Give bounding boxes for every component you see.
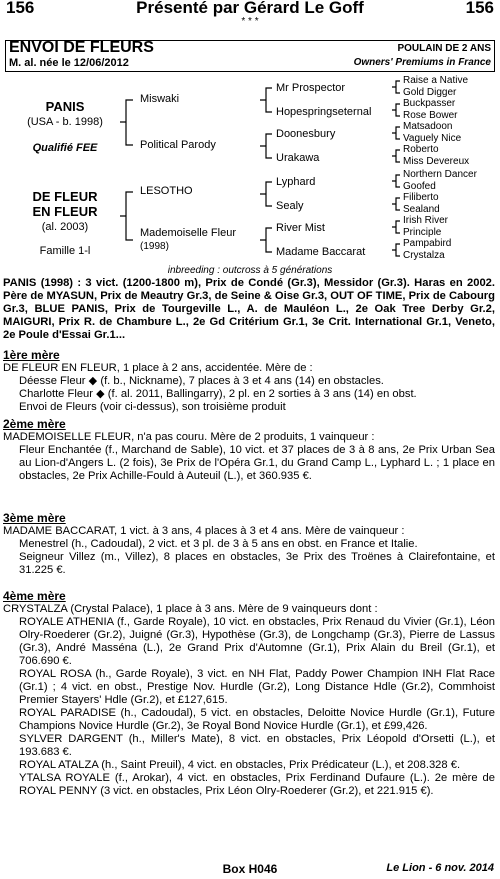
- dam-name-line2: EN FLEUR: [32, 204, 98, 219]
- third-dam-line: MADAME BACCARAT, 1 vict. à 3 ans, 4 places à 3 et 4 ans. Mère de vainqueur :: [3, 525, 405, 537]
- fourth-dam-line: CRYSTALZA (Crystal Palace), 1 place à 3 ans. Mère de 9 vainqueurs dont :: [3, 603, 378, 615]
- horse-birth: M. al. née le 12/06/2012: [9, 57, 129, 69]
- first-dam-line: Envoi de Fleurs (voir ci-dessus), son troisième produit: [19, 401, 286, 413]
- fourth-dam-line: ROYAL ATALZA (h., Saint Preuil), 4 vict. en obstacles, Prix Prédicateur (L.), et 208.328 €.: [19, 759, 461, 771]
- pedigree-g2-4: (1998): [140, 241, 169, 252]
- pedigree-g4-11: Sealand: [403, 204, 440, 215]
- second-dam-section: [3, 418, 495, 483]
- sire-paragraph: PANIS (1998) : 3 vict. (1200-1800 m), Prix de Condé (Gr.3), Messidor (Gr.3). Haras en 2002. Père de MYASUN, Prix de Meautry Gr.3, de Seine & Oise Gr.3, OUT OF TIME, Prix de Cabourg Gr.3, BLUE PANIS, Prix de Tourgeville L., A. de Mauléon L., 2e Oak Tree Derby Gr.2, MAIGURI, Prix R. de Chambure L., 2e Gd Critérium Gr.1, 3e Crit. International Gr.1, Veneto, 2e Poule d'Essai Gr.1...: [3, 277, 495, 341]
- pedigree-g4-3: Rose Bower: [403, 110, 458, 121]
- second-dam-line: Fleur Enchantée (f., Marchand de Sable), 10 vict. et 37 places de 3 à 8 ans, 2e Prix Urban Sea au Lion-d'Angers L. (2 fois), 3e Prix de l'Opéra Gr.1, du Grand Camp L., Lyphard L. ; 1 place en obstacles, 2e Prix Achille-Fould à Auteuil (L.), et 360.935 €.: [19, 444, 495, 482]
- fourth-dam-line: SYLVER DARGENT (h., Miller's Mate), 8 vict. en obstacles, Prix Léopold d'Orsetti (L.), et 193.683 €.: [19, 733, 495, 758]
- inbreeding-note: inbreeding : outcross à 5 générations: [167, 265, 333, 276]
- owners-premiums: Owners' Premiums in France: [353, 57, 491, 68]
- lot-number-right: 156: [465, 0, 494, 17]
- pedigree-g2-3: Mademoiselle Fleur: [140, 227, 236, 239]
- pedigree-g4-2: Buckpasser: [403, 98, 456, 109]
- third-dam-section: [3, 512, 495, 577]
- pedigree-g4-12: Irish River: [403, 215, 449, 226]
- pedigree-g4-15: Crystalza: [403, 250, 445, 261]
- lot-number-left: 156: [6, 0, 35, 17]
- pedigree-g3-2: Doonesbury: [276, 128, 336, 140]
- first-dam-line: Charlotte Fleur ◆ (f. al. 2011, Ballingarry), 2 pl. en 2 sorties à 3 ans (14) en obst.: [19, 388, 417, 400]
- pedigree-g3-6: River Mist: [276, 222, 325, 234]
- fourth-dam-title: 4ème mère: [3, 589, 66, 603]
- pedigree-g3-1: Hopespringseternal: [276, 106, 372, 118]
- header-stars: * * *: [241, 16, 259, 27]
- pedigree-g3-3: Urakawa: [276, 152, 320, 164]
- pedigree-g3-0: Mr Prospector: [276, 82, 346, 94]
- pedigree-g4-7: Miss Devereux: [403, 156, 470, 167]
- fourth-dam-line: YTALSA ROYALE (f., Arokar), 4 vict. en obstacles, Prix Ferdinand Dufaure (L.). 2e mère de ROYAL PENNY (3 vict. en obstacles, Prix Léon Olry-Roederer (Gr.2), et 221.915 €).: [19, 772, 495, 797]
- pedigree-g3-5: Sealy: [276, 200, 304, 212]
- pedigree-g2-2: LESOTHO: [140, 185, 193, 197]
- fourth-dam-line: ROYALE ATHENIA (f., Garde Royale), 10 vict. en obstacles, Prix Renaud du Vivier (Gr.1), Léon Olry-Roederer (Gr.2), Juigné (Gr.3), Hypothèse (Gr.3), de Longchamp (Gr.3), Pierre de Lassus (Gr.3), André Masséna (L.), 2e Grand Prix d'Automne (Gr.1), Prix Alain du Breil (Gr.1), et 706.690 €.: [19, 616, 495, 667]
- pedigree-g4-8: Northern Dancer: [403, 169, 477, 180]
- pedigree-g2-1: Political Parody: [140, 139, 216, 151]
- first-dam-line: DE FLEUR EN FLEUR, 1 place à 2 ans, accidentée. Mère de :: [3, 362, 313, 374]
- box-number: Box H046: [222, 862, 278, 876]
- fourth-dam-section: [3, 590, 495, 798]
- dam-info: (al. 2003): [41, 221, 89, 233]
- third-dam-line: Menestrel (h., Cadoudal), 2 vict. et 3 pl. de 3 à 5 ans en obst. en France et Italie.: [19, 538, 418, 550]
- first-dam-line: Déesse Fleur ◆ (f. b., Nickname), 7 places à 3 et 4 ans (14) en obstacles.: [19, 375, 384, 387]
- sale-place-date: Le Lion - 6 nov. 2014: [386, 862, 494, 874]
- fourth-dam-line: ROYAL ROSA (h., Garde Royale), 3 vict. en NH Flat, Paddy Power Champion INH Flat Race (Gr.1) ; 4 vict. en obst., Prestige Nov. Hurdle (Gr.2), Long Distance Hdle (Gr.2), Commhoist Premier Stayers' Hdle (Gr.2), et £127,615.: [19, 668, 495, 706]
- pedigree-g4-5: Vaguely Nice: [403, 133, 462, 144]
- pedigree-g4-13: Principle: [403, 227, 442, 238]
- sire-qualification: Qualifié FEE: [32, 142, 98, 154]
- pedigree-g4-6: Roberto: [403, 144, 439, 155]
- second-dam-line: MADEMOISELLE FLEUR, n'a pas couru. Mère de 2 produits, 1 vainqueur :: [3, 431, 375, 443]
- pedigree-g4-14: Pampabird: [403, 238, 452, 249]
- pedigree-g2-0: Miswaki: [140, 93, 180, 105]
- sire-info: (USA - b. 1998): [27, 116, 103, 128]
- pedigree-g4-9: Goofed: [403, 181, 436, 192]
- third-dam-line: Seigneur Villez (m., Villez), 8 places en obstacles, 3e Prix des Troënes à Clairefontaine, et 31.225 €.: [19, 551, 495, 576]
- pedigree-g4-0: Raise a Native: [403, 75, 469, 86]
- dam-name-line1: DE FLEUR: [32, 189, 98, 204]
- second-dam-title: 2ème mère: [3, 417, 66, 431]
- pedigree-g4-4: Matsadoon: [403, 121, 453, 132]
- dam-family: Famille 1-l: [39, 245, 91, 257]
- sire-name: PANIS: [45, 99, 85, 114]
- horse-name: ENVOI DE FLEURS: [9, 39, 154, 56]
- first-dam-section: [3, 349, 495, 414]
- horse-category: POULAIN DE 2 ANS: [397, 43, 491, 54]
- pedigree-g4-1: Gold Digger: [403, 87, 457, 98]
- first-dam-title: 1ère mère: [3, 348, 60, 362]
- third-dam-title: 3ème mère: [3, 511, 66, 525]
- pedigree-g3-7: Madame Baccarat: [276, 246, 366, 258]
- pedigree-g4-10: Filiberto: [403, 192, 439, 203]
- fourth-dam-line: ROYAL PARADISE (h., Cadoudal), 5 vict. en obstacles, Deloitte Novice Hurdle (Gr.1), Future Champions Novice Hurdle (Gr.2), 3e Royal Bond Novice Hurdle (Gr.1), et £99,426.: [19, 707, 495, 732]
- presenter-title: Présenté par Gérard Le Goff: [136, 0, 364, 17]
- pedigree-g3-4: Lyphard: [276, 176, 316, 188]
